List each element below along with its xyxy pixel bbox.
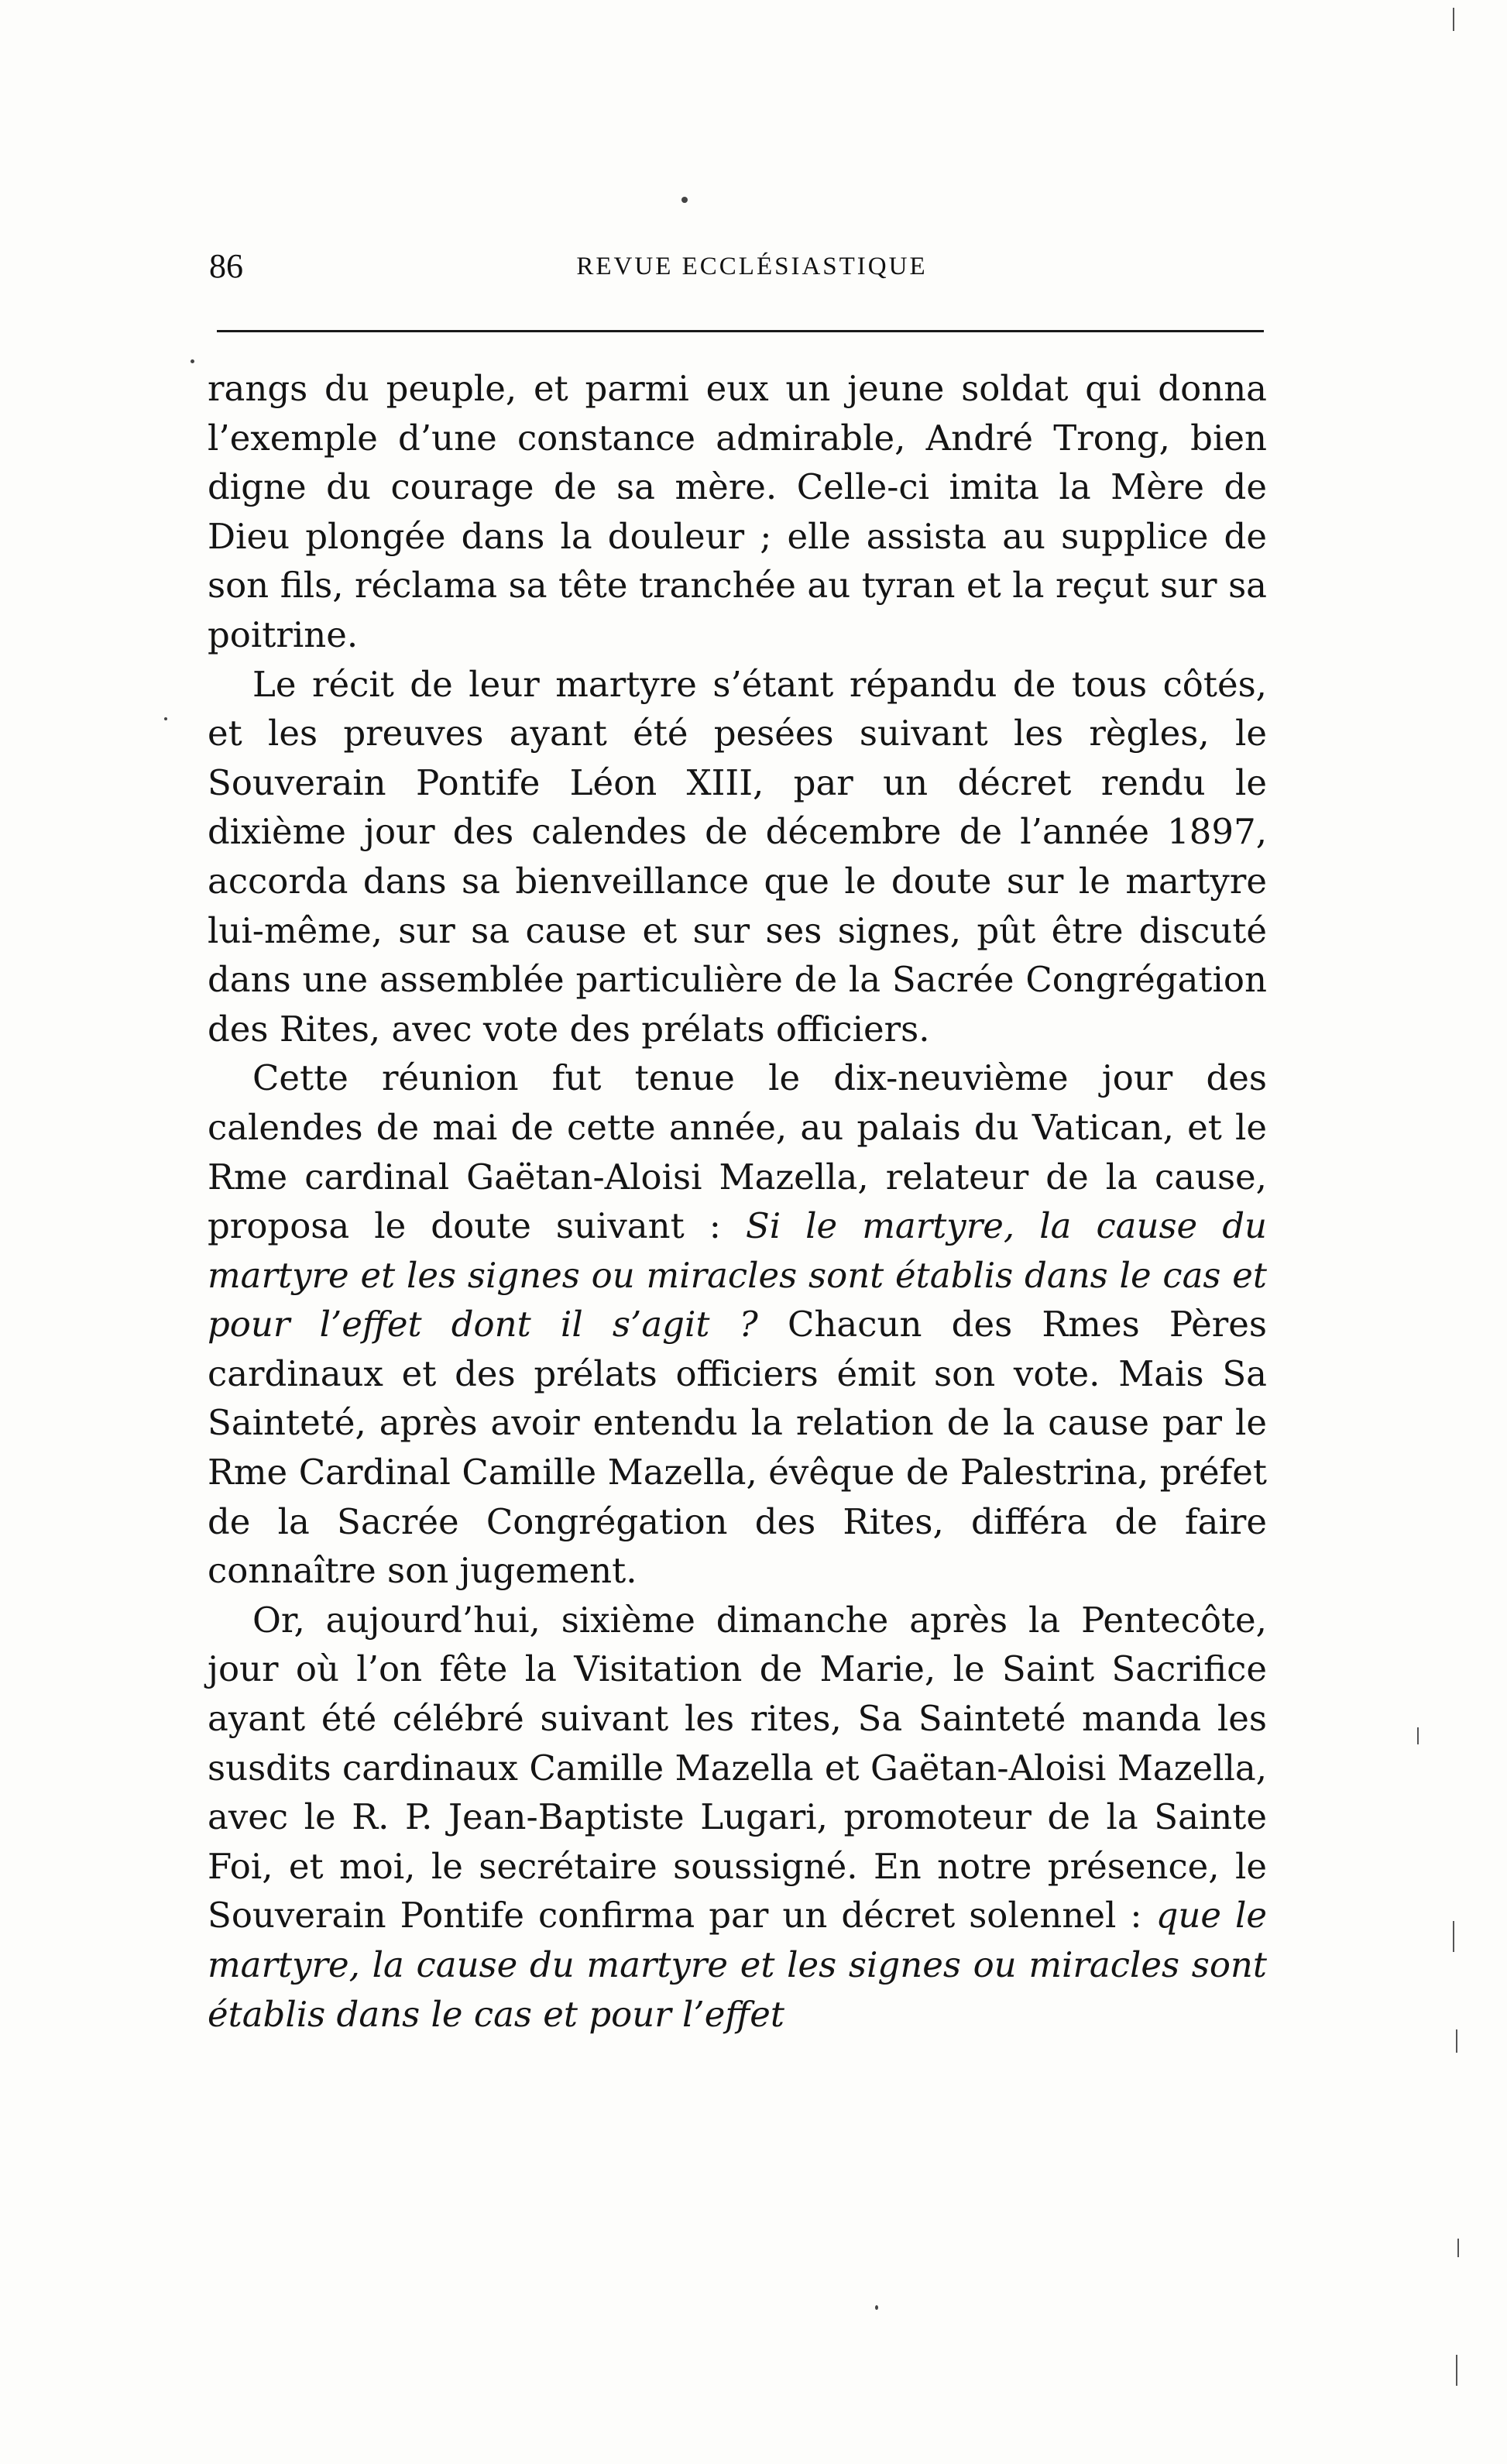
- paragraph-3: [208, 1053, 1267, 1596]
- gutter-mark: [1417, 1727, 1419, 1744]
- page-header: [209, 246, 1264, 301]
- paragraph-2: [208, 660, 1267, 1054]
- gutter-mark: [1456, 2355, 1457, 2386]
- scan-speck: [681, 197, 688, 203]
- paragraph-3-text-b: Chacun des Rmes Pères cardinaux et des prélats officiers émit son vote. Mais Sa Sainteté, après avoir entendu la relation de la cause par le Rme Cardinal Camille Mazella, évêque de Palestrina, préfet de la Sacrée Congrégation des Rites, différa de faire connaître son jugement.: [208, 1304, 1268, 1592]
- scan-speck: [164, 717, 167, 720]
- paragraph-4-text: Or, aujourd’hui, sixième dimanche après la Pentecôte, jour où l’on fête la Visitation de Marie, le Saint Sacrifice ayant été célébré suivant les rites, Sa Sainteté manda les susdits cardinaux Camille Mazella et Gaëtan-Aloisi Mazella, avec le R. P. Jean-Baptiste Lugari, promoteur de la Sainte Foi, et moi, le secrétaire soussigné. En notre présence, le Souverain Pontife confirma par un décret solennel :: [208, 1599, 1267, 1936]
- paragraph-1: [208, 364, 1267, 660]
- running-head: REVUE ECCLÉSIASTIQUE: [576, 253, 928, 280]
- scan-speck: [191, 359, 194, 363]
- paragraph-4-italic-decree: que le martyre, la cause du martyre et les signes ou miracles sont établis dans le cas et pour l’effet: [208, 1895, 1267, 2035]
- body-text: [208, 364, 1267, 2039]
- paragraph-3-italic-question: Si le martyre, la cause du martyre et les signes ou miracles sont établis dans le cas et pour l’effet dont il s’agit ?: [208, 1205, 1267, 1345]
- gutter-mark: [1453, 8, 1454, 31]
- gutter-mark: [1456, 2029, 1457, 2053]
- gutter-mark: [1457, 2239, 1459, 2257]
- paragraph-1-text: rangs du peuple, et parmi eux un jeune soldat qui donna l’exemple d’une constance admirable, André Trong, bien digne du courage de sa mère. Celle-ci imita la Mère de Dieu plongée dans la douleur ; elle assista au supplice de son fils, réclama sa tête tranchée au tyran et la reçut sur sa poitrine.: [208, 368, 1267, 655]
- paragraph-2-text: Le récit de leur martyre s’étant répandu de tous côtés, et les preuves ayant été pesées suivant les règles, le Souverain Pontife Léon XIII, par un décret rendu le dixième jour des calendes de décembre de l’année 1897, accorda dans sa bienveillance que le doute sur le martyre lui-même, sur sa cause et sur ses signes, pût être discuté dans une assemblée particulière de la Sacrée Congrégation des Rites, avec vote des prélats officiers.: [208, 663, 1267, 1050]
- header-rule: [217, 330, 1264, 332]
- paragraph-4: [208, 1596, 1267, 2039]
- scan-speck: [875, 2305, 878, 2310]
- paragraph-3-text-a: Cette réunion fut tenue le dix-neuvième jour des calendes de mai de cette année, au palais du Vatican, et le Rme cardinal Gaëtan-Aloisi Mazella, relateur de la cause, proposa le doute suivant :: [208, 1057, 1267, 1247]
- gutter-mark: [1453, 1921, 1454, 1952]
- page-number: 86: [209, 247, 243, 285]
